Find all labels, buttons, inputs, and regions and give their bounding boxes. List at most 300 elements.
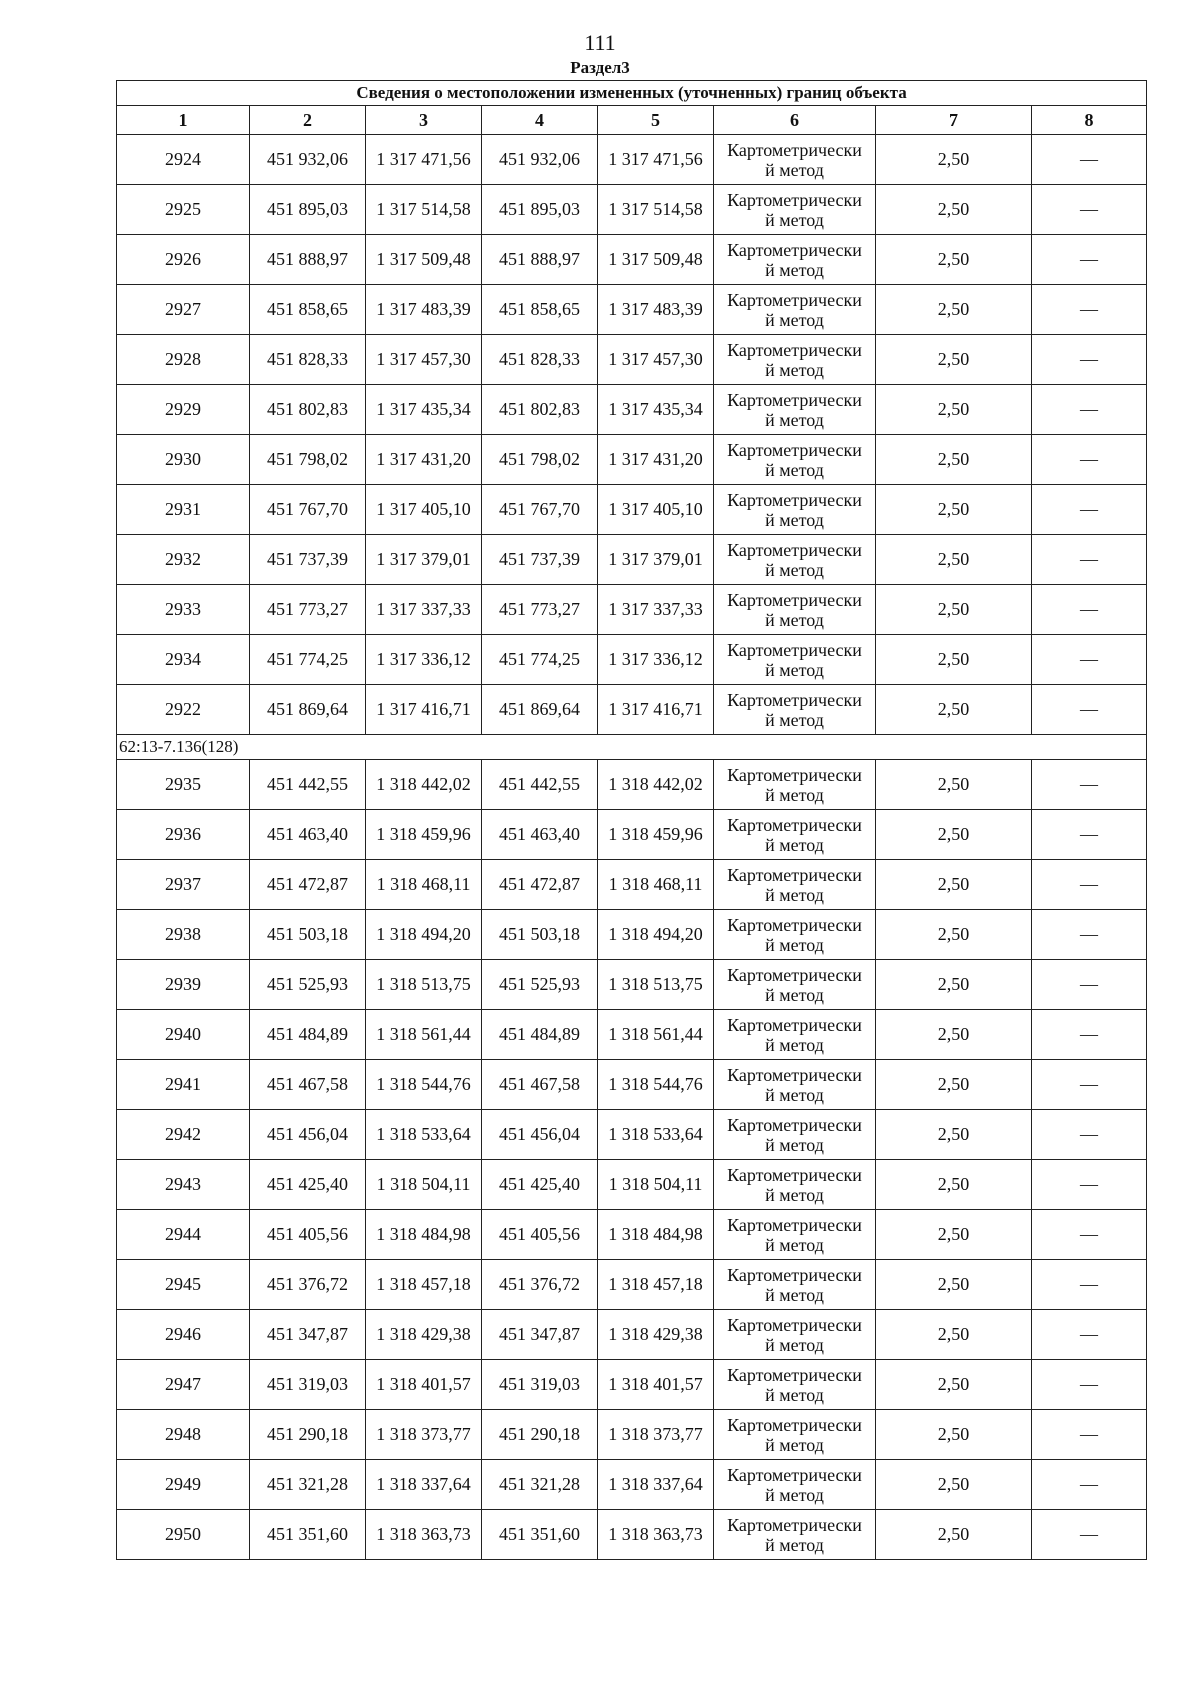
method-line-1: Картометрически: [727, 189, 862, 210]
precision-cell: 2,50: [876, 760, 1032, 810]
method-line-2: й метод: [765, 984, 824, 1005]
y-coord-new-cell: 1 317 416,71: [598, 685, 714, 735]
table-row: [117, 585, 1147, 635]
table-row: [117, 635, 1147, 685]
description-cell: —: [1032, 385, 1147, 435]
method-cell: [714, 285, 876, 335]
table-row: [117, 685, 1147, 735]
y-coord-new-cell: 1 318 337,64: [598, 1460, 714, 1510]
method-cell: [714, 1410, 876, 1460]
table-row: [117, 235, 1147, 285]
method-cell: [714, 685, 876, 735]
x-coord-cell: 451 869,64: [250, 685, 366, 735]
description-cell: —: [1032, 1510, 1147, 1560]
precision-cell: 2,50: [876, 1510, 1032, 1560]
method-line-1: Картометрически: [727, 1064, 862, 1085]
x-coord-cell: 451 351,60: [250, 1510, 366, 1560]
method-cell: [714, 135, 876, 185]
y-coord-cell: 1 318 442,02: [366, 760, 482, 810]
y-coord-cell: 1 317 337,33: [366, 585, 482, 635]
x-coord-new-cell: 451 319,03: [482, 1360, 598, 1410]
precision-cell: 2,50: [876, 185, 1032, 235]
table-row: [117, 1110, 1147, 1160]
point-id-cell: 2922: [117, 685, 250, 735]
y-coord-new-cell: 1 317 379,01: [598, 535, 714, 585]
method-line-1: Картометрически: [727, 139, 862, 160]
y-coord-cell: 1 317 336,12: [366, 635, 482, 685]
precision-cell: 2,50: [876, 1310, 1032, 1360]
y-coord-new-cell: 1 318 457,18: [598, 1260, 714, 1310]
method-line-2: й метод: [765, 1534, 824, 1555]
y-coord-cell: 1 318 513,75: [366, 960, 482, 1010]
x-coord-cell: 451 376,72: [250, 1260, 366, 1310]
method-cell: [714, 235, 876, 285]
description-cell: —: [1032, 485, 1147, 535]
column-number-row: [117, 106, 1147, 135]
method-line-2: й метод: [765, 784, 824, 805]
method-line-2: й метод: [765, 609, 824, 630]
x-coord-new-cell: 451 351,60: [482, 1510, 598, 1560]
x-coord-cell: 451 503,18: [250, 910, 366, 960]
description-cell: —: [1032, 1260, 1147, 1310]
method-line-2: й метод: [765, 459, 824, 480]
point-id-cell: 2930: [117, 435, 250, 485]
y-coord-new-cell: 1 318 459,96: [598, 810, 714, 860]
y-coord-new-cell: 1 318 533,64: [598, 1110, 714, 1160]
x-coord-cell: 451 290,18: [250, 1410, 366, 1460]
point-id-cell: 2932: [117, 535, 250, 585]
method-cell: [714, 960, 876, 1010]
table-row: [117, 1310, 1147, 1360]
method-cell: [714, 385, 876, 435]
method-line-2: й метод: [765, 309, 824, 330]
precision-cell: 2,50: [876, 1260, 1032, 1310]
point-id-cell: 2939: [117, 960, 250, 1010]
method-cell: [714, 1310, 876, 1360]
y-coord-new-cell: 1 317 457,30: [598, 335, 714, 385]
method-cell: [714, 335, 876, 385]
x-coord-new-cell: 451 932,06: [482, 135, 598, 185]
x-coord-new-cell: 451 895,03: [482, 185, 598, 235]
table-row: [117, 1460, 1147, 1510]
x-coord-new-cell: 451 828,33: [482, 335, 598, 385]
x-coord-new-cell: 451 767,70: [482, 485, 598, 535]
point-id-cell: 2945: [117, 1260, 250, 1310]
section-title: Раздел3: [570, 58, 630, 77]
method-line-1: Картометрически: [727, 814, 862, 835]
x-coord-cell: 451 737,39: [250, 535, 366, 585]
method-cell: [714, 1110, 876, 1160]
method-cell: [714, 1210, 876, 1260]
method-line-2: й метод: [765, 1084, 824, 1105]
precision-cell: 2,50: [876, 860, 1032, 910]
x-coord-new-cell: 451 503,18: [482, 910, 598, 960]
table-row: [117, 335, 1147, 385]
method-line-1: Картометрически: [727, 1364, 862, 1385]
x-coord-cell: 451 321,28: [250, 1460, 366, 1510]
description-cell: —: [1032, 1410, 1147, 1460]
point-id-cell: 2937: [117, 860, 250, 910]
description-cell: —: [1032, 335, 1147, 385]
y-coord-cell: 1 318 468,11: [366, 860, 482, 910]
method-line-2: й метод: [765, 209, 824, 230]
method-line-2: й метод: [765, 359, 824, 380]
table-row: [117, 1360, 1147, 1410]
precision-cell: 2,50: [876, 1060, 1032, 1110]
y-coord-cell: 1 317 379,01: [366, 535, 482, 585]
column-number-6: 6: [714, 106, 876, 135]
point-id-cell: 2938: [117, 910, 250, 960]
description-cell: —: [1032, 1460, 1147, 1510]
x-coord-cell: 451 319,03: [250, 1360, 366, 1410]
y-coord-new-cell: 1 317 483,39: [598, 285, 714, 335]
y-coord-cell: 1 317 471,56: [366, 135, 482, 185]
table-row: [117, 485, 1147, 535]
x-coord-new-cell: 451 888,97: [482, 235, 598, 285]
y-coord-cell: 1 318 429,38: [366, 1310, 482, 1360]
table-row: [117, 910, 1147, 960]
y-coord-cell: 1 318 373,77: [366, 1410, 482, 1460]
method-line-1: Картометрически: [727, 1414, 862, 1435]
x-coord-cell: 451 442,55: [250, 760, 366, 810]
y-coord-new-cell: 1 317 405,10: [598, 485, 714, 535]
y-coord-cell: 1 318 337,64: [366, 1460, 482, 1510]
method-line-2: й метод: [765, 1034, 824, 1055]
x-coord-new-cell: 451 467,58: [482, 1060, 598, 1110]
table-row: [117, 1210, 1147, 1260]
method-cell: [714, 535, 876, 585]
point-id-cell: 2924: [117, 135, 250, 185]
point-id-cell: 2935: [117, 760, 250, 810]
method-cell: [714, 760, 876, 810]
y-coord-new-cell: 1 318 494,20: [598, 910, 714, 960]
description-cell: —: [1032, 535, 1147, 585]
method-line-2: й метод: [765, 1284, 824, 1305]
method-cell: [714, 435, 876, 485]
table-caption: Сведения о местоположении измененных (уточненных) границ объекта: [117, 81, 1147, 106]
precision-cell: 2,50: [876, 810, 1032, 860]
method-line-2: й метод: [765, 1434, 824, 1455]
description-cell: —: [1032, 860, 1147, 910]
method-cell: [714, 810, 876, 860]
x-coord-new-cell: 451 472,87: [482, 860, 598, 910]
method-line-2: й метод: [765, 1234, 824, 1255]
x-coord-new-cell: 451 290,18: [482, 1410, 598, 1460]
y-coord-cell: 1 318 363,73: [366, 1510, 482, 1560]
point-id-cell: 2934: [117, 635, 250, 685]
description-cell: —: [1032, 585, 1147, 635]
x-coord-cell: 451 456,04: [250, 1110, 366, 1160]
x-coord-new-cell: 451 456,04: [482, 1110, 598, 1160]
x-coord-cell: 451 463,40: [250, 810, 366, 860]
precision-cell: 2,50: [876, 1110, 1032, 1160]
method-line-2: й метод: [765, 159, 824, 180]
method-line-1: Картометрически: [727, 1214, 862, 1235]
x-coord-cell: 451 405,56: [250, 1210, 366, 1260]
method-cell: [714, 1260, 876, 1310]
x-coord-new-cell: 451 321,28: [482, 1460, 598, 1510]
description-cell: —: [1032, 1010, 1147, 1060]
method-line-1: Картометрически: [727, 489, 862, 510]
precision-cell: 2,50: [876, 685, 1032, 735]
x-coord-new-cell: 451 405,56: [482, 1210, 598, 1260]
table-row: [117, 1410, 1147, 1460]
precision-cell: 2,50: [876, 1460, 1032, 1510]
y-coord-cell: 1 318 494,20: [366, 910, 482, 960]
column-number-7: 7: [876, 106, 1032, 135]
table-row: [117, 960, 1147, 1010]
precision-cell: 2,50: [876, 535, 1032, 585]
table-row: [117, 810, 1147, 860]
y-coord-new-cell: 1 318 429,38: [598, 1310, 714, 1360]
table-row: [117, 535, 1147, 585]
precision-cell: 2,50: [876, 385, 1032, 435]
description-cell: —: [1032, 810, 1147, 860]
x-coord-cell: 451 525,93: [250, 960, 366, 1010]
y-coord-cell: 1 317 435,34: [366, 385, 482, 435]
y-coord-new-cell: 1 318 468,11: [598, 860, 714, 910]
y-coord-cell: 1 317 514,58: [366, 185, 482, 235]
x-coord-cell: 451 773,27: [250, 585, 366, 635]
y-coord-cell: 1 318 533,64: [366, 1110, 482, 1160]
y-coord-cell: 1 318 401,57: [366, 1360, 482, 1410]
method-line-1: Картометрически: [727, 764, 862, 785]
description-cell: —: [1032, 1160, 1147, 1210]
description-cell: —: [1032, 135, 1147, 185]
point-id-cell: 2933: [117, 585, 250, 635]
method-line-2: й метод: [765, 1184, 824, 1205]
table-row: [117, 135, 1147, 185]
method-line-2: й метод: [765, 659, 824, 680]
point-id-cell: 2927: [117, 285, 250, 335]
precision-cell: 2,50: [876, 485, 1032, 535]
point-id-cell: 2946: [117, 1310, 250, 1360]
point-id-cell: 2929: [117, 385, 250, 435]
method-cell: [714, 635, 876, 685]
description-cell: —: [1032, 435, 1147, 485]
precision-cell: 2,50: [876, 1010, 1032, 1060]
description-cell: —: [1032, 760, 1147, 810]
method-cell: [714, 1060, 876, 1110]
x-coord-new-cell: 451 798,02: [482, 435, 598, 485]
page-number: 111: [584, 30, 616, 55]
x-coord-new-cell: 451 463,40: [482, 810, 598, 860]
method-line-1: Картометрически: [727, 1114, 862, 1135]
x-coord-new-cell: 451 376,72: [482, 1260, 598, 1310]
y-coord-new-cell: 1 318 363,73: [598, 1510, 714, 1560]
x-coord-cell: 451 347,87: [250, 1310, 366, 1360]
point-id-cell: 2950: [117, 1510, 250, 1560]
y-coord-cell: 1 317 457,30: [366, 335, 482, 385]
y-coord-cell: 1 318 484,98: [366, 1210, 482, 1260]
x-coord-cell: 451 798,02: [250, 435, 366, 485]
x-coord-cell: 451 828,33: [250, 335, 366, 385]
x-coord-cell: 451 472,87: [250, 860, 366, 910]
table-row: [117, 285, 1147, 335]
y-coord-new-cell: 1 318 401,57: [598, 1360, 714, 1410]
method-line-2: й метод: [765, 1484, 824, 1505]
method-line-2: й метод: [765, 834, 824, 855]
y-coord-new-cell: 1 317 431,20: [598, 435, 714, 485]
table-row: [117, 1510, 1147, 1560]
x-coord-new-cell: 451 773,27: [482, 585, 598, 635]
method-line-1: Картометрически: [727, 1164, 862, 1185]
description-cell: —: [1032, 1310, 1147, 1360]
method-line-1: Картометрически: [727, 914, 862, 935]
point-id-cell: 2943: [117, 1160, 250, 1210]
table-row: [117, 760, 1147, 810]
table-row: [117, 1160, 1147, 1210]
method-line-2: й метод: [765, 934, 824, 955]
y-coord-new-cell: 1 317 509,48: [598, 235, 714, 285]
x-coord-new-cell: 451 774,25: [482, 635, 598, 685]
method-line-1: Картометрически: [727, 1514, 862, 1535]
x-coord-new-cell: 451 802,83: [482, 385, 598, 435]
table-row: [117, 435, 1147, 485]
table-row: [117, 185, 1147, 235]
y-coord-cell: 1 318 544,76: [366, 1060, 482, 1110]
description-cell: —: [1032, 1360, 1147, 1410]
y-coord-cell: 1 318 459,96: [366, 810, 482, 860]
method-line-2: й метод: [765, 259, 824, 280]
y-coord-cell: 1 317 431,20: [366, 435, 482, 485]
y-coord-new-cell: 1 317 435,34: [598, 385, 714, 435]
column-number-5: 5: [598, 106, 714, 135]
method-line-1: Картометрически: [727, 1014, 862, 1035]
y-coord-new-cell: 1 317 514,58: [598, 185, 714, 235]
method-line-1: Картометрически: [727, 864, 862, 885]
table-row: [117, 1060, 1147, 1110]
y-coord-new-cell: 1 318 373,77: [598, 1410, 714, 1460]
point-id-cell: 2931: [117, 485, 250, 535]
method-line-1: Картометрически: [727, 639, 862, 660]
description-cell: —: [1032, 235, 1147, 285]
method-line-1: Картометрически: [727, 589, 862, 610]
x-coord-cell: 451 484,89: [250, 1010, 366, 1060]
table-row: [117, 385, 1147, 435]
y-coord-new-cell: 1 317 471,56: [598, 135, 714, 185]
table-body: [117, 135, 1147, 1560]
method-cell: [714, 860, 876, 910]
precision-cell: 2,50: [876, 435, 1032, 485]
x-coord-new-cell: 451 442,55: [482, 760, 598, 810]
table-row: [117, 1010, 1147, 1060]
point-id-cell: 2949: [117, 1460, 250, 1510]
y-coord-cell: 1 318 561,44: [366, 1010, 482, 1060]
x-coord-cell: 451 467,58: [250, 1060, 366, 1110]
y-coord-new-cell: 1 317 336,12: [598, 635, 714, 685]
method-line-2: й метод: [765, 1384, 824, 1405]
precision-cell: 2,50: [876, 335, 1032, 385]
x-coord-cell: 451 888,97: [250, 235, 366, 285]
description-cell: —: [1032, 635, 1147, 685]
x-coord-new-cell: 451 347,87: [482, 1310, 598, 1360]
precision-cell: 2,50: [876, 235, 1032, 285]
y-coord-cell: 1 317 509,48: [366, 235, 482, 285]
description-cell: —: [1032, 910, 1147, 960]
description-cell: —: [1032, 1210, 1147, 1260]
method-line-1: Картометрически: [727, 389, 862, 410]
method-line-1: Картометрически: [727, 339, 862, 360]
column-number-4: 4: [482, 106, 598, 135]
x-coord-cell: 451 932,06: [250, 135, 366, 185]
y-coord-cell: 1 317 416,71: [366, 685, 482, 735]
description-cell: —: [1032, 285, 1147, 335]
method-line-1: Картометрически: [727, 439, 862, 460]
group-row: [117, 735, 1147, 760]
method-cell: [714, 485, 876, 535]
point-id-cell: 2940: [117, 1010, 250, 1060]
method-cell: [714, 1010, 876, 1060]
y-coord-new-cell: 1 317 337,33: [598, 585, 714, 635]
x-coord-cell: 451 767,70: [250, 485, 366, 535]
y-coord-cell: 1 318 504,11: [366, 1160, 482, 1210]
x-coord-new-cell: 451 425,40: [482, 1160, 598, 1210]
group-label: 62:13-7.136(128): [117, 735, 1147, 760]
method-cell: [714, 1460, 876, 1510]
method-line-1: Картометрически: [727, 539, 862, 560]
y-coord-new-cell: 1 318 442,02: [598, 760, 714, 810]
precision-cell: 2,50: [876, 1160, 1032, 1210]
precision-cell: 2,50: [876, 585, 1032, 635]
method-line-1: Картометрически: [727, 239, 862, 260]
precision-cell: 2,50: [876, 635, 1032, 685]
table-row: [117, 860, 1147, 910]
y-coord-cell: 1 317 405,10: [366, 485, 482, 535]
x-coord-new-cell: 451 737,39: [482, 535, 598, 585]
x-coord-cell: 451 895,03: [250, 185, 366, 235]
column-number-2: 2: [250, 106, 366, 135]
y-coord-new-cell: 1 318 504,11: [598, 1160, 714, 1210]
x-coord-cell: 451 802,83: [250, 385, 366, 435]
description-cell: —: [1032, 185, 1147, 235]
method-line-1: Картометрически: [727, 964, 862, 985]
table-row: [117, 1260, 1147, 1310]
precision-cell: 2,50: [876, 1360, 1032, 1410]
y-coord-new-cell: 1 318 544,76: [598, 1060, 714, 1110]
method-line-2: й метод: [765, 1134, 824, 1155]
point-id-cell: 2936: [117, 810, 250, 860]
method-line-1: Картометрически: [727, 1264, 862, 1285]
y-coord-new-cell: 1 318 513,75: [598, 960, 714, 1010]
method-line-2: й метод: [765, 884, 824, 905]
method-cell: [714, 185, 876, 235]
x-coord-cell: 451 774,25: [250, 635, 366, 685]
x-coord-new-cell: 451 858,65: [482, 285, 598, 335]
method-cell: [714, 1160, 876, 1210]
method-cell: [714, 1510, 876, 1560]
point-id-cell: 2944: [117, 1210, 250, 1260]
method-line-1: Картометрически: [727, 1464, 862, 1485]
precision-cell: 2,50: [876, 1210, 1032, 1260]
precision-cell: 2,50: [876, 1410, 1032, 1460]
x-coord-new-cell: 451 869,64: [482, 685, 598, 735]
method-line-2: й метод: [765, 559, 824, 580]
description-cell: —: [1032, 685, 1147, 735]
description-cell: —: [1032, 960, 1147, 1010]
y-coord-cell: 1 317 483,39: [366, 285, 482, 335]
method-line-2: й метод: [765, 409, 824, 430]
description-cell: —: [1032, 1110, 1147, 1160]
point-id-cell: 2942: [117, 1110, 250, 1160]
y-coord-new-cell: 1 318 484,98: [598, 1210, 714, 1260]
column-number-3: 3: [366, 106, 482, 135]
method-line-2: й метод: [765, 509, 824, 530]
point-id-cell: 2925: [117, 185, 250, 235]
method-cell: [714, 910, 876, 960]
precision-cell: 2,50: [876, 960, 1032, 1010]
column-number-1: 1: [117, 106, 250, 135]
